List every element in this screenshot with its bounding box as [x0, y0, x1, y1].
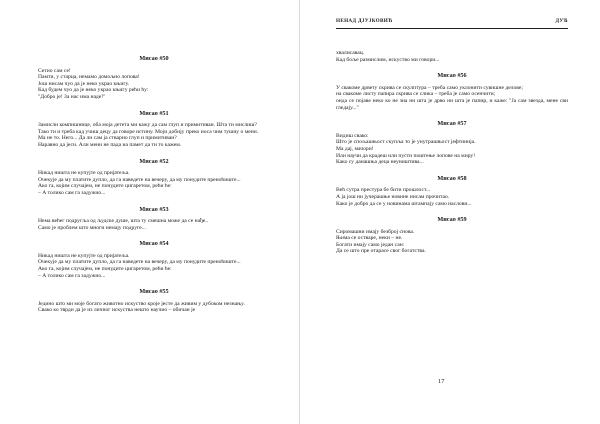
- text-line: Или научи да крадеш или пусти поштење лопове на миру!: [336, 152, 476, 159]
- header-author: НЕНАД ДЈУЈКОВИЋ: [336, 18, 393, 24]
- text-line: Видиш свако:: [336, 132, 369, 139]
- text-line: Што је спољашњост скупља то је унутрашњост јефтинија.: [336, 139, 476, 146]
- text-paragraph: Очекује да му платите дупло, да га наведете на вечеру, да му понудите преноћиште...: [38, 259, 241, 266]
- thought-heading: Мисао #56: [437, 72, 467, 80]
- text-paragraph: Замисли компишнице, оба моја детета ми кажу да сам глуп и примитиван. Шта ти мислиш?: [38, 122, 257, 129]
- text-line: Богати имају само један сан:: [336, 241, 405, 248]
- text-line: – А толико сам га задужио...: [38, 272, 106, 279]
- text-line: Само је проблем што многи немају подруге...: [38, 224, 146, 231]
- continuation-section: [336, 50, 568, 63]
- text-line: хвалисавац.: [336, 50, 365, 56]
- thought-section: [336, 217, 568, 255]
- text-paragraph: Свако ко тврди да је из личног искуства нешто научио – обичан је: [38, 307, 196, 314]
- text-line: Њима се остваре, неки – не.: [336, 235, 403, 242]
- thought-heading: Мисао #55: [139, 288, 169, 296]
- right-page: [300, 0, 600, 424]
- thought-section: [336, 176, 568, 207]
- text-line: Кад будем чуо да је неко украо књигу рећи ћу:: [38, 87, 149, 94]
- text-line: Кад боље размислим, искуство ми говори...: [336, 56, 440, 63]
- text-paragraph: У свакоме дрвету скрива се скулптура – треба само уклонити сувишне делове;: [336, 84, 523, 91]
- text-line: Ма дај, мачори!: [336, 145, 374, 152]
- text-line: Већ сутра престура бе бити прошлост...: [336, 187, 431, 194]
- text-line: Нема већег подругља од људске душе, шта ту смешна може да се нађе..: [38, 218, 209, 225]
- text-line: Ако га, којим случајем, не понудите цигаретом, рећи ће:: [38, 183, 172, 190]
- thought-section: [38, 56, 270, 101]
- text-line: Да се што пре отарасе свог богатства.: [336, 248, 426, 255]
- thought-heading: Мисао #54: [139, 240, 169, 248]
- text-line: "Добро је! За нас има наде!": [38, 93, 106, 100]
- thought-section: [38, 241, 270, 279]
- page-number: 17: [438, 378, 445, 385]
- text-paragraph: Тако ти и треба кад учиш децу да говоре истину. Моји добију преко носа чим тушну о мени.: [38, 128, 259, 135]
- thought-heading: Мисао #59: [437, 216, 467, 224]
- text-paragraph: Једино што ми моје богато животно искуство кроје јесте да живим у дубоком незнању.: [38, 300, 245, 307]
- text-line: Сиромашни имају безброј снова.: [336, 228, 415, 235]
- header-book-title: ДУЋ: [555, 18, 568, 24]
- text-paragraph: Очекује да му платите дупло, да га наведете на вечеру, да му понудите преноћиште...: [38, 176, 241, 183]
- thought-heading: Мисао #58: [437, 174, 467, 182]
- text-line: А ја још ни јучерашње новине нисам прочитао.: [336, 193, 450, 200]
- text-line: Како је добро да се у новинама штампају само наслови...: [336, 200, 472, 207]
- thought-section: [38, 159, 270, 197]
- thought-heading: Мисао #53: [139, 205, 169, 213]
- text-line: Како су данашња деца неуништива...: [336, 159, 424, 166]
- thought-heading: Мисао #57: [437, 120, 467, 128]
- text-line: Ма не то. Него... Да ли сам ја стварно глуп и примитиван?: [38, 135, 177, 142]
- text-line: Памти, у старца, немамо домољно лопова!: [38, 74, 140, 81]
- left-page-text: [38, 56, 270, 324]
- text-line: на свакоме листу папира скрива се слика – треба је само осенчити;: [336, 91, 496, 98]
- thought-heading: Мисао #50: [139, 55, 169, 62]
- thought-section: [38, 111, 270, 149]
- thought-section: [38, 289, 270, 314]
- text-line: Још нисам чуо да је неко украо књигу.: [38, 80, 130, 87]
- text-line: – А толико сам га задужио...: [38, 189, 106, 196]
- text-line: Наравно да јеси. Али мени не пада на памет да ти то кажем.: [38, 141, 182, 148]
- text-line: Сетио сам се!: [38, 67, 71, 74]
- text-line: Никад ништа не купујте од пријатеља.: [38, 252, 130, 259]
- text-line: Ако га, којим случајем, не понудите цигаретом, рећи ће:: [38, 266, 172, 273]
- thought-section: [336, 73, 568, 111]
- thought-heading: Мисао #51: [139, 109, 169, 117]
- right-page-text: [336, 50, 568, 265]
- thought-section: [336, 121, 568, 166]
- thought-heading: Мисао #52: [139, 157, 169, 165]
- thought-section: [38, 207, 270, 232]
- text-paragraph: онда се појаве неко ко не зна ни шта је дрво ни шта је папир, и каже: "Ја сам звезда, мене сви гледају...": [336, 97, 568, 111]
- text-line: Никад ништа не купујте од пријатеља.: [38, 170, 130, 177]
